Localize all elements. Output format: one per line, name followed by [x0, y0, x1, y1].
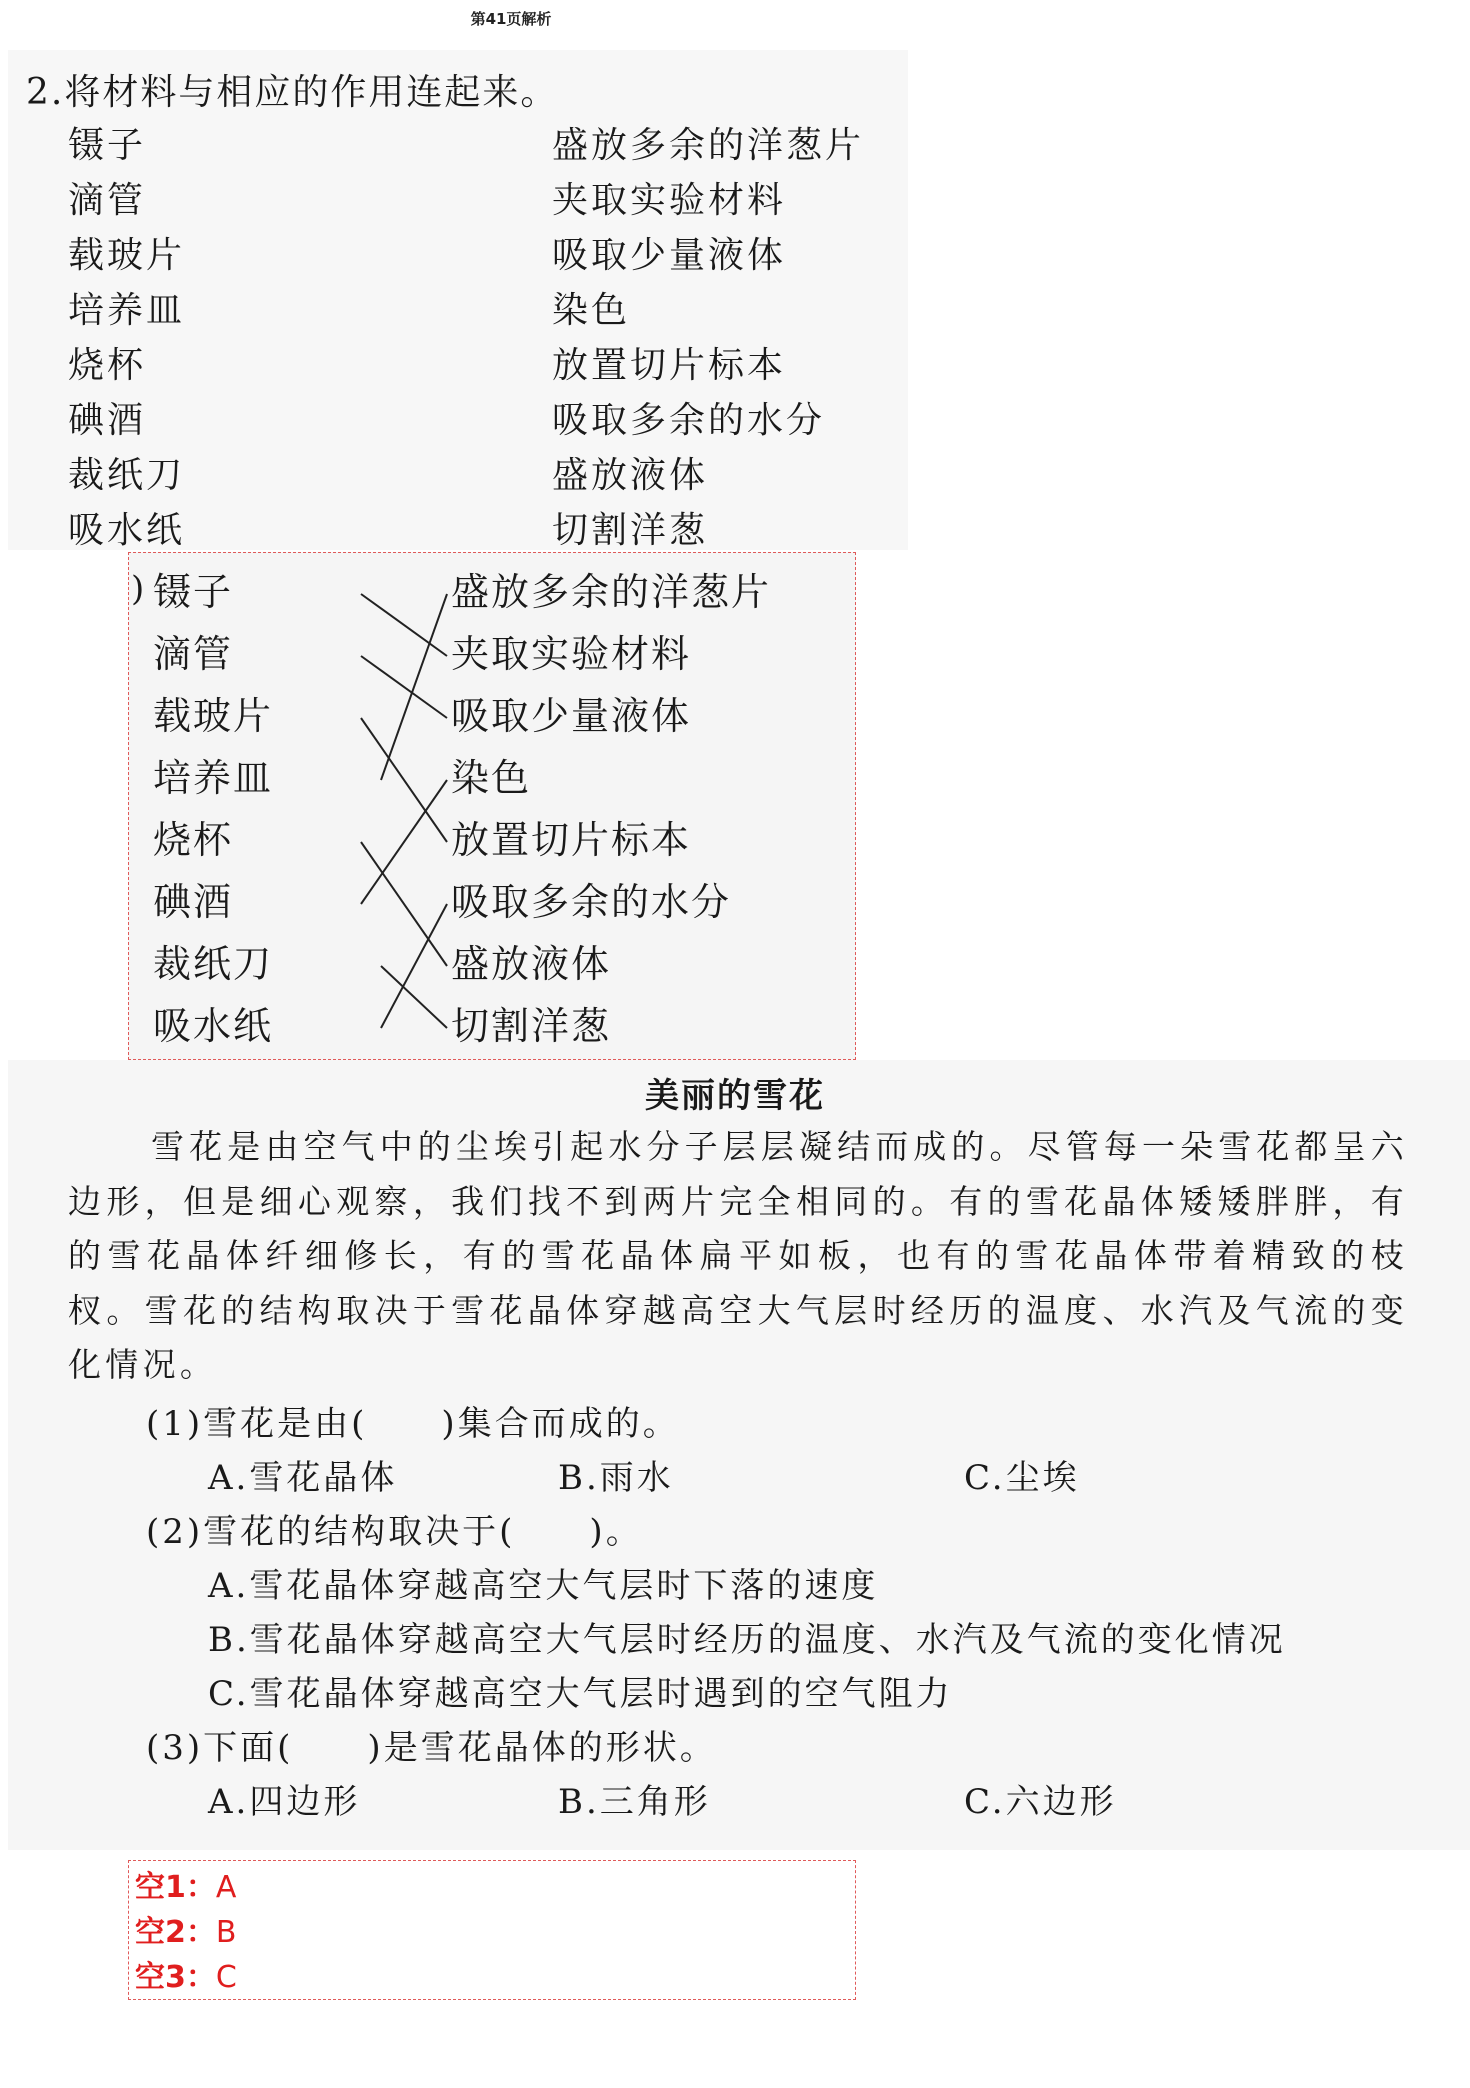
answer-material-item: 裁纸刀 — [153, 942, 274, 986]
answer-material-item: 载玻片 — [153, 694, 274, 738]
question-2-title: 2.将材料与相应的作用连起来。 — [26, 72, 559, 113]
material-item: 镊子 — [68, 125, 147, 166]
connector-line — [361, 656, 447, 718]
answer-material-item: 碘酒 — [153, 880, 234, 924]
function-item: 盛放液体 — [552, 455, 709, 496]
answer-material-item: 镊子 — [153, 570, 234, 614]
passage-title: 美丽的雪花 — [645, 1076, 825, 1116]
question-1-option-b: B.雨水 — [558, 1458, 674, 1498]
answer-material-item: 吸水纸 — [153, 1004, 274, 1048]
matching-right-column — [552, 118, 864, 558]
material-item: 碘酒 — [68, 400, 147, 441]
question-1-stem: (1)雪花是由( )集合而成的。 — [146, 1404, 680, 1444]
answer-value: A — [215, 1870, 237, 1905]
passage-text — [68, 1120, 1408, 1393]
question-2-option-b: B.雪花晶体穿越高空大气层时经历的温度、水汽及气流的变化情况 — [208, 1620, 1286, 1660]
page-header: 第41页解析 — [470, 10, 552, 28]
question-1-option-a: A.雪花晶体 — [208, 1458, 398, 1498]
material-item: 载玻片 — [68, 235, 186, 276]
question-3-option-a: A.四边形 — [208, 1782, 361, 1822]
connector-line — [381, 966, 447, 1028]
connector-line — [361, 718, 447, 842]
question-3-option-c: C.六边形 — [964, 1782, 1117, 1822]
answer-box — [128, 1860, 856, 2000]
answer-value: C — [215, 1960, 237, 1995]
question-3-stem: (3)下面( )是雪花晶体的形状。 — [146, 1728, 717, 1768]
scan-mark: ) — [131, 569, 145, 609]
answer-line-3 — [129, 1955, 855, 2000]
answer-function-item: 染色 — [451, 756, 532, 800]
answer-line-1 — [129, 1865, 855, 1910]
connector-line — [361, 842, 447, 966]
connector-line — [361, 594, 447, 656]
question-2-stem: (2)雪花的结构取决于( )。 — [146, 1512, 643, 1552]
connector-line — [381, 904, 447, 1028]
answer-function-item: 切割洋葱 — [451, 1004, 612, 1048]
answer-material-item: 滴管 — [153, 632, 234, 676]
answer-line-2 — [129, 1910, 855, 1955]
answer-function-item: 盛放液体 — [451, 942, 612, 986]
function-item: 吸取少量液体 — [552, 235, 787, 276]
matching-answer-image — [128, 552, 856, 1060]
answer-value: B — [215, 1915, 237, 1950]
material-item: 裁纸刀 — [68, 455, 186, 496]
answer-label: 空1： — [135, 1870, 216, 1905]
function-item: 染色 — [552, 290, 631, 331]
connector-line — [361, 780, 447, 904]
passage-paragraph: 雪花是由空气中的尘埃引起水分子层层凝结而成的。尽管每一朵雪花都呈六边形，但是细心观察，我们找不到两片完全相同的。有的雪花晶体矮矮胖胖，有的雪花晶体纤细修长，有的雪花晶体扁平如板，也有的雪花晶体带着精致的枝杈。雪花的结构取决于雪花晶体穿越高空大气层时经历的温度、水汽及气流的变化情况。 — [68, 1127, 1408, 1384]
material-item: 培养皿 — [68, 290, 186, 331]
answer-material-item: 烧杯 — [153, 818, 234, 862]
answer-function-item: 吸取多余的水分 — [451, 880, 732, 924]
connector-lines — [129, 553, 856, 1060]
material-item: 滴管 — [68, 180, 147, 221]
question-3-option-b: B.三角形 — [558, 1782, 711, 1822]
answer-function-item: 夹取实验材料 — [451, 632, 692, 676]
question-2-option-a: A.雪花晶体穿越高空大气层时下落的速度 — [208, 1566, 879, 1606]
function-item: 切割洋葱 — [552, 510, 709, 551]
answer-function-item: 盛放多余的洋葱片 — [451, 570, 772, 614]
function-item: 夹取实验材料 — [552, 180, 787, 221]
function-item: 盛放多余的洋葱片 — [552, 125, 865, 166]
matching-left-column — [68, 118, 185, 558]
connector-line — [381, 594, 447, 780]
function-item: 吸取多余的水分 — [552, 400, 826, 441]
material-item: 吸水纸 — [68, 510, 186, 551]
answer-label: 空3： — [135, 1960, 216, 1995]
answer-function-item: 放置切片标本 — [451, 818, 692, 862]
material-item: 烧杯 — [68, 345, 147, 386]
answer-label: 空2： — [135, 1915, 216, 1950]
question-1-option-c: C.尘埃 — [964, 1458, 1080, 1498]
function-item: 放置切片标本 — [552, 345, 787, 386]
answer-function-item: 吸取少量液体 — [451, 694, 692, 738]
answer-material-item: 培养皿 — [153, 756, 274, 800]
question-2-option-c: C.雪花晶体穿越高空大气层时遇到的空气阻力 — [208, 1674, 953, 1714]
